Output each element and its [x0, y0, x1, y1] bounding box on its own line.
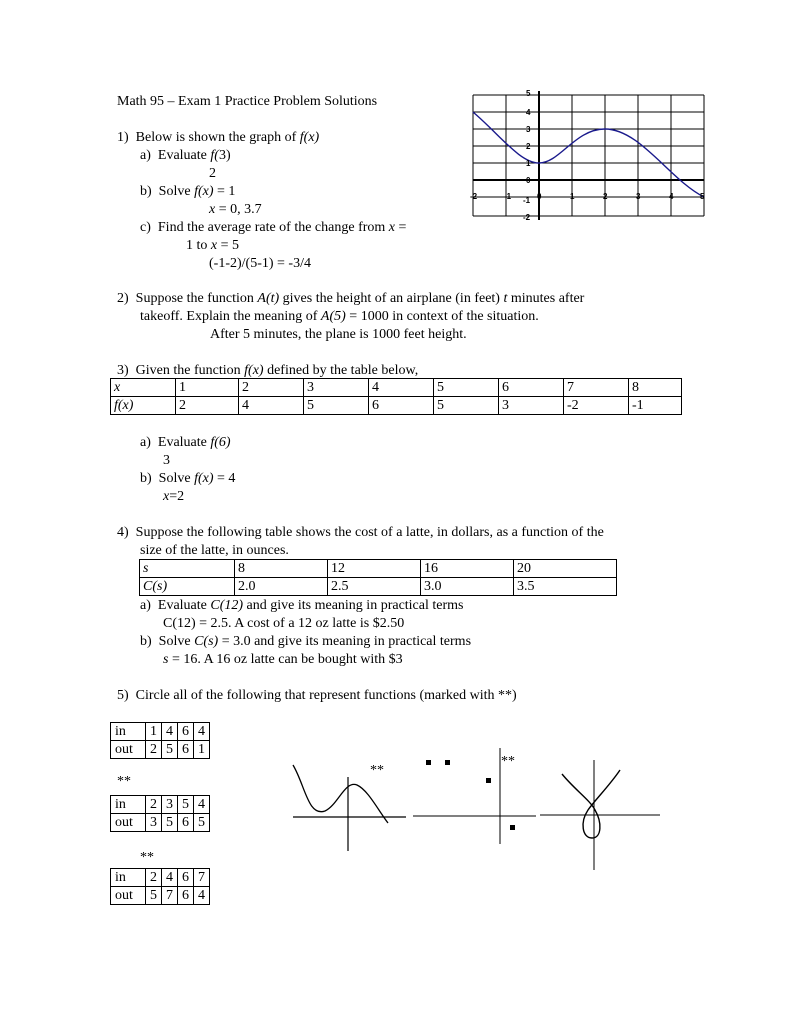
function-mark: ** — [140, 850, 154, 865]
q5-table-3 — [110, 868, 210, 905]
page-title: Math 95 – Exam 1 Practice Problem Solutions — [117, 94, 378, 109]
table-row — [111, 814, 210, 832]
table-cell: 2 — [146, 796, 162, 814]
q4b-answer: s = 16. A 16 oz latte can be bought with $3 — [163, 652, 403, 667]
q5-sketch-curve — [290, 755, 410, 855]
function-graph — [470, 85, 710, 225]
function-mark: ** — [370, 763, 384, 778]
q2-line2: takeoff. Explain the meaning of A(5) = 1000 in context of the situation. — [140, 309, 539, 324]
table-cell: out — [111, 887, 146, 905]
table-cell: 2.0 — [235, 578, 328, 596]
table-row — [111, 397, 682, 415]
table-cell: 5 — [194, 814, 210, 832]
table-cell: 4 — [239, 397, 304, 415]
q1c: c) Find the average rate of the change from x = — [140, 220, 407, 235]
table-row — [140, 560, 617, 578]
q3b: b) Solve f(x) = 4 — [140, 471, 236, 486]
table-cell: 2 — [146, 741, 162, 759]
table-cell: out — [111, 814, 146, 832]
table-cell: 8 — [629, 379, 682, 397]
q3a: a) Evaluate f(6) — [140, 435, 231, 450]
table-cell: 4 — [194, 723, 210, 741]
table-cell: 1 — [176, 379, 239, 397]
q1a: a) Evaluate f(3) — [140, 148, 231, 163]
y-tick-label: -2 — [523, 213, 531, 222]
q1a-answer: 2 — [209, 166, 216, 181]
q4-line1: 4) Suppose the following table shows the cost of a latte, in dollars, as a function of the — [117, 525, 604, 540]
table-cell: 5 — [434, 397, 499, 415]
table-cell: -2 — [564, 397, 629, 415]
table-cell: 4 — [162, 869, 178, 887]
q1c-cont: 1 to x = 5 — [186, 238, 240, 253]
table-cell: 6 — [178, 741, 194, 759]
table-cell: 1 — [146, 723, 162, 741]
table-row — [111, 741, 210, 759]
table-cell: 6 — [369, 397, 434, 415]
q3-table — [110, 378, 682, 415]
table-row — [111, 869, 210, 887]
table-row — [111, 887, 210, 905]
table-cell: C(s) — [140, 578, 235, 596]
x-tick-label: -2 — [470, 192, 478, 201]
y-tick-label: 3 — [526, 125, 531, 134]
table-cell: 7 — [162, 887, 178, 905]
table-cell: 2 — [239, 379, 304, 397]
table-cell: -1 — [629, 397, 682, 415]
table-cell: 2 — [146, 869, 162, 887]
q2-line1: 2) Suppose the function A(t) gives the height of an airplane (in feet) t minutes after — [117, 291, 585, 306]
table-row — [111, 379, 682, 397]
x-tick-label: 5 — [700, 192, 705, 201]
x-tick-label: 1 — [570, 192, 575, 201]
q1c-answer: (-1-2)/(5-1) = -3/4 — [209, 256, 311, 271]
table-cell: 4 — [194, 796, 210, 814]
table-cell: 3.5 — [514, 578, 617, 596]
table-cell: 16 — [421, 560, 514, 578]
q4-table — [139, 559, 617, 596]
table-cell: 5 — [146, 887, 162, 905]
q5-sketch-points — [410, 748, 540, 848]
table-cell: 12 — [328, 560, 421, 578]
q1-prompt: 1) Below is shown the graph of f(x) — [117, 130, 320, 145]
q4a: a) Evaluate C(12) and give its meaning in practical terms — [140, 598, 464, 613]
table-row — [140, 578, 617, 596]
table-cell: 2.5 — [328, 578, 421, 596]
y-tick-label: 0 — [526, 176, 531, 185]
y-tick-label: 4 — [526, 108, 531, 117]
y-tick-label: 2 — [526, 142, 531, 151]
function-mark: ** — [117, 774, 131, 789]
table-cell: 5 — [304, 397, 369, 415]
table-cell: 5 — [162, 741, 178, 759]
table-cell: s — [140, 560, 235, 578]
q1b: b) Solve f(x) = 1 — [140, 184, 236, 199]
table-cell: 3 — [162, 796, 178, 814]
q5-prompt: 5) Circle all of the following that represent functions (marked with **) — [117, 688, 517, 703]
x-tick-label: 4 — [669, 192, 674, 201]
table-cell: 7 — [194, 869, 210, 887]
y-tick-label: 1 — [526, 159, 531, 168]
table-row — [111, 723, 210, 741]
x-tick-label: 3 — [636, 192, 641, 201]
x-tick-label: 0 — [537, 192, 542, 201]
graph-curve — [473, 112, 704, 197]
table-cell: x — [111, 379, 176, 397]
table-cell: 4 — [194, 887, 210, 905]
table-row — [111, 796, 210, 814]
table-cell: 3 — [304, 379, 369, 397]
table-cell: 5 — [178, 796, 194, 814]
table-cell: 3 — [146, 814, 162, 832]
table-cell: 8 — [235, 560, 328, 578]
function-mark: ** — [501, 754, 515, 769]
x-tick-label: 2 — [603, 192, 608, 201]
q4b: b) Solve C(s) = 3.0 and give its meaning in practical terms — [140, 634, 472, 649]
table-cell: 6 — [178, 723, 194, 741]
q3-prompt: 3) Given the function f(x) defined by the table below, — [117, 363, 419, 378]
table-cell: 4 — [162, 723, 178, 741]
table-cell: in — [111, 723, 146, 741]
q1b-answer: x = 0, 3.7 — [209, 202, 262, 217]
x-tick-label: -1 — [504, 192, 512, 201]
table-cell: 7 — [564, 379, 629, 397]
table-cell: 4 — [369, 379, 434, 397]
table-cell: 3.0 — [421, 578, 514, 596]
table-cell: 5 — [162, 814, 178, 832]
y-tick-label: 5 — [526, 89, 531, 98]
table-cell: in — [111, 796, 146, 814]
table-cell: 6 — [178, 814, 194, 832]
table-cell: 20 — [514, 560, 617, 578]
q5-table-1 — [110, 722, 210, 759]
table-cell: 2 — [176, 397, 239, 415]
y-tick-labels — [523, 89, 531, 222]
q3b-answer: x=2 — [163, 489, 185, 504]
table-cell: 6 — [499, 379, 564, 397]
q4a-answer: C(12) = 2.5. A cost of a 12 oz latte is $2.50 — [163, 616, 405, 631]
table-cell: 6 — [178, 869, 194, 887]
table-cell: 5 — [434, 379, 499, 397]
q3a-answer: 3 — [163, 453, 170, 468]
y-tick-label: -1 — [523, 196, 531, 205]
q2-answer: After 5 minutes, the plane is 1000 feet height. — [210, 327, 467, 342]
q5-table-2 — [110, 795, 210, 832]
q5-sketch-loop — [540, 760, 662, 872]
table-cell: in — [111, 869, 146, 887]
table-cell: 6 — [178, 887, 194, 905]
table-cell: f(x) — [111, 397, 176, 415]
table-cell: 3 — [499, 397, 564, 415]
table-cell: 1 — [194, 741, 210, 759]
table-cell: out — [111, 741, 146, 759]
q4-line2: size of the latte, in ounces. — [140, 543, 289, 558]
